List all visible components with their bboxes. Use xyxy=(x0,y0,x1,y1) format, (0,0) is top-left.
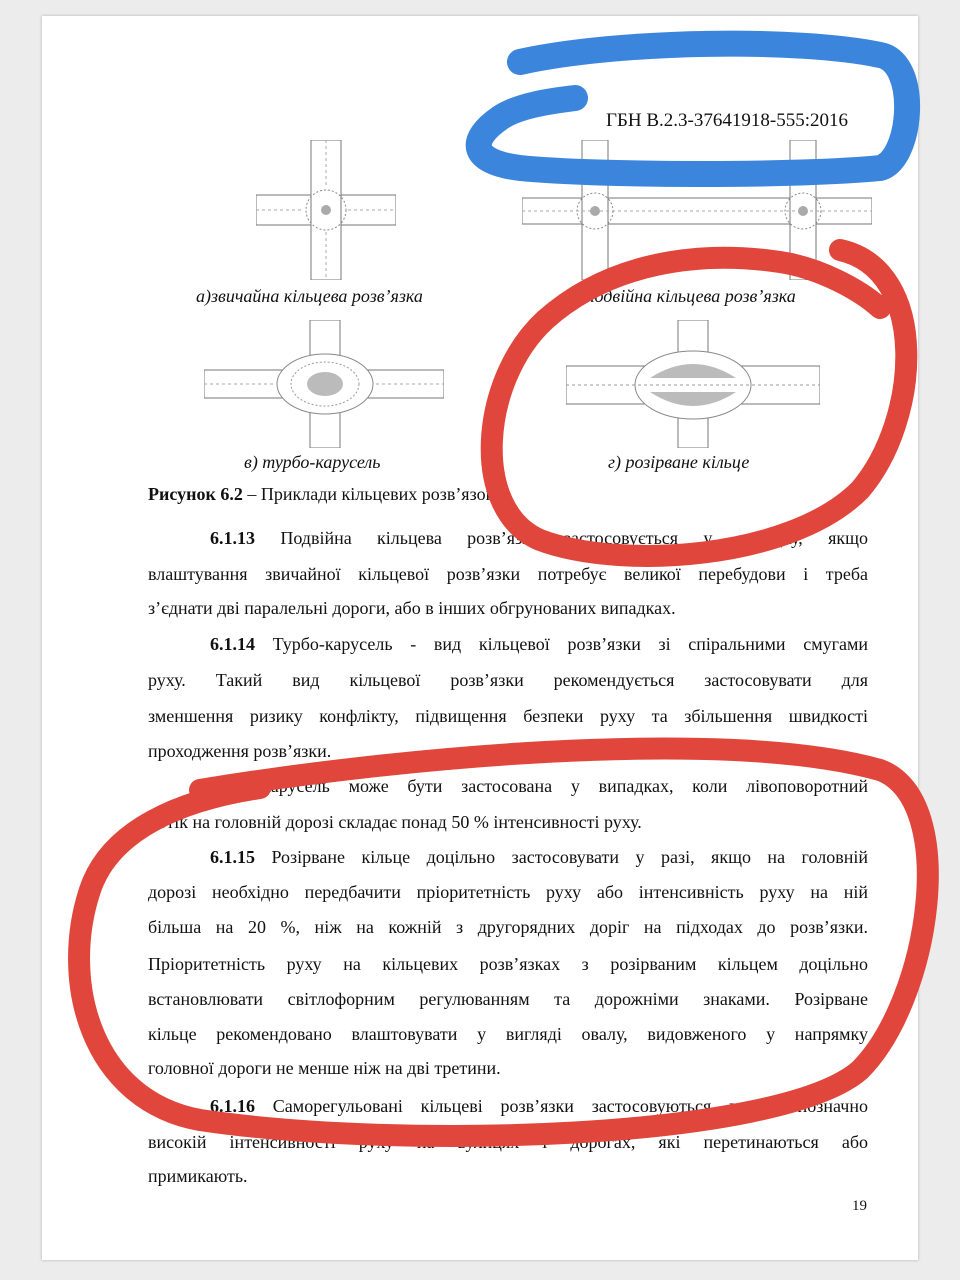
para-6-1-15-line-2: дорозі необхідно передбачити пріоритетність руху або інтенсивність руху на ній xyxy=(148,882,868,902)
para-6-1-16-number: 6.1.16 xyxy=(210,1096,255,1116)
para-turbo-line-2: потік на головній дорозі складає понад 50 % інтенсивності руху. xyxy=(148,812,642,832)
figure-b-caption: б) подвійна кільцева розв’язка xyxy=(566,286,796,306)
para-6-1-14-line-2: руху. Такий вид кільцевої розв’язки рекомендується застосовувати для xyxy=(148,670,868,690)
figure-d-caption: г) розірване кільце xyxy=(608,452,750,472)
para-6-1-15-line-3: більша на 20 %, ніж на кожній з другорядних доріг на підходах до розв’язки. xyxy=(148,917,868,937)
para-6-1-14-line-3: зменшення ризику конфлікту, підвищення безпеки руху та збільшення швидкості xyxy=(148,706,868,726)
para-6-1-15-number: 6.1.15 xyxy=(210,847,255,867)
figure-c-diagram xyxy=(204,320,444,448)
para-6-1-14-line-1 xyxy=(210,634,868,655)
para-6-1-14-line-4: проходження розв’язки. xyxy=(148,741,332,761)
para-6-1-13-text-1: Подвійна кільцева розв’язка застосовується у випадку, якщо xyxy=(255,528,868,548)
para-6-1-14-text-1: Турбо-карусель - вид кільцевої розв’язки зі спіральними смугами xyxy=(255,634,868,654)
para-6-1-15-line-7: головної дороги не менше ніж на дві третини. xyxy=(148,1058,501,1078)
document-header: ГБН В.2.3-37641918-555:2016 xyxy=(606,110,848,131)
figure-c-caption: в) турбо-карусель xyxy=(244,452,381,472)
para-turbo-line-1: Турбо-карусель може бути застосована у випадках, коли лівоповоротний xyxy=(210,776,868,796)
figure-a-caption: а)звичайна кільцева розв’язка xyxy=(196,286,423,306)
para-6-1-16-line-1 xyxy=(210,1096,868,1117)
para-6-1-15-line-5: встановлювати світлофорним регулюванням та дорожніми знаками. Розірване xyxy=(148,989,868,1009)
figure-title-text: – Приклади кільцевих розв’язок xyxy=(242,484,495,504)
para-6-1-15-line-6: кільце рекомендовано влаштовувати у вигляді овалу, видовженого у напрямку xyxy=(148,1024,868,1044)
figure-b-diagram xyxy=(522,140,872,280)
para-6-1-13-line-1 xyxy=(210,528,868,549)
para-6-1-15-text-1: Розірване кільце доцільно застосовувати у разі, якщо на головній xyxy=(255,847,868,867)
figure-d-diagram xyxy=(566,320,820,448)
figure-title-label: Рисунок 6.2 xyxy=(148,484,243,504)
para-6-1-15-line-4: Пріоритетність руху на кільцевих розв’язках з розірваним кільцем доцільно xyxy=(148,954,868,974)
figure-a-diagram xyxy=(256,140,396,280)
figure-title xyxy=(148,484,494,505)
para-6-1-15-line-1 xyxy=(210,847,868,868)
para-6-1-16-text-1: Саморегульовані кільцеві розв’язки застосовуються при рівнозначно xyxy=(255,1096,868,1116)
para-6-1-16-line-2: високій інтенсивності руху на вулицях і дорогах, які перетинаються або xyxy=(148,1132,868,1152)
para-6-1-16-line-3: примикають. xyxy=(148,1166,248,1186)
para-6-1-13-line-3: з’єднати дві паралельні дороги, або в інших обгрунованих випадках. xyxy=(148,598,676,618)
para-6-1-14-number: 6.1.14 xyxy=(210,634,255,654)
para-6-1-13-line-2: влаштування звичайної кільцевої розв’язки потребує великої перебудови і треба xyxy=(148,564,868,584)
para-6-1-13-number: 6.1.13 xyxy=(210,528,255,548)
page-number: 19 xyxy=(852,1198,867,1214)
